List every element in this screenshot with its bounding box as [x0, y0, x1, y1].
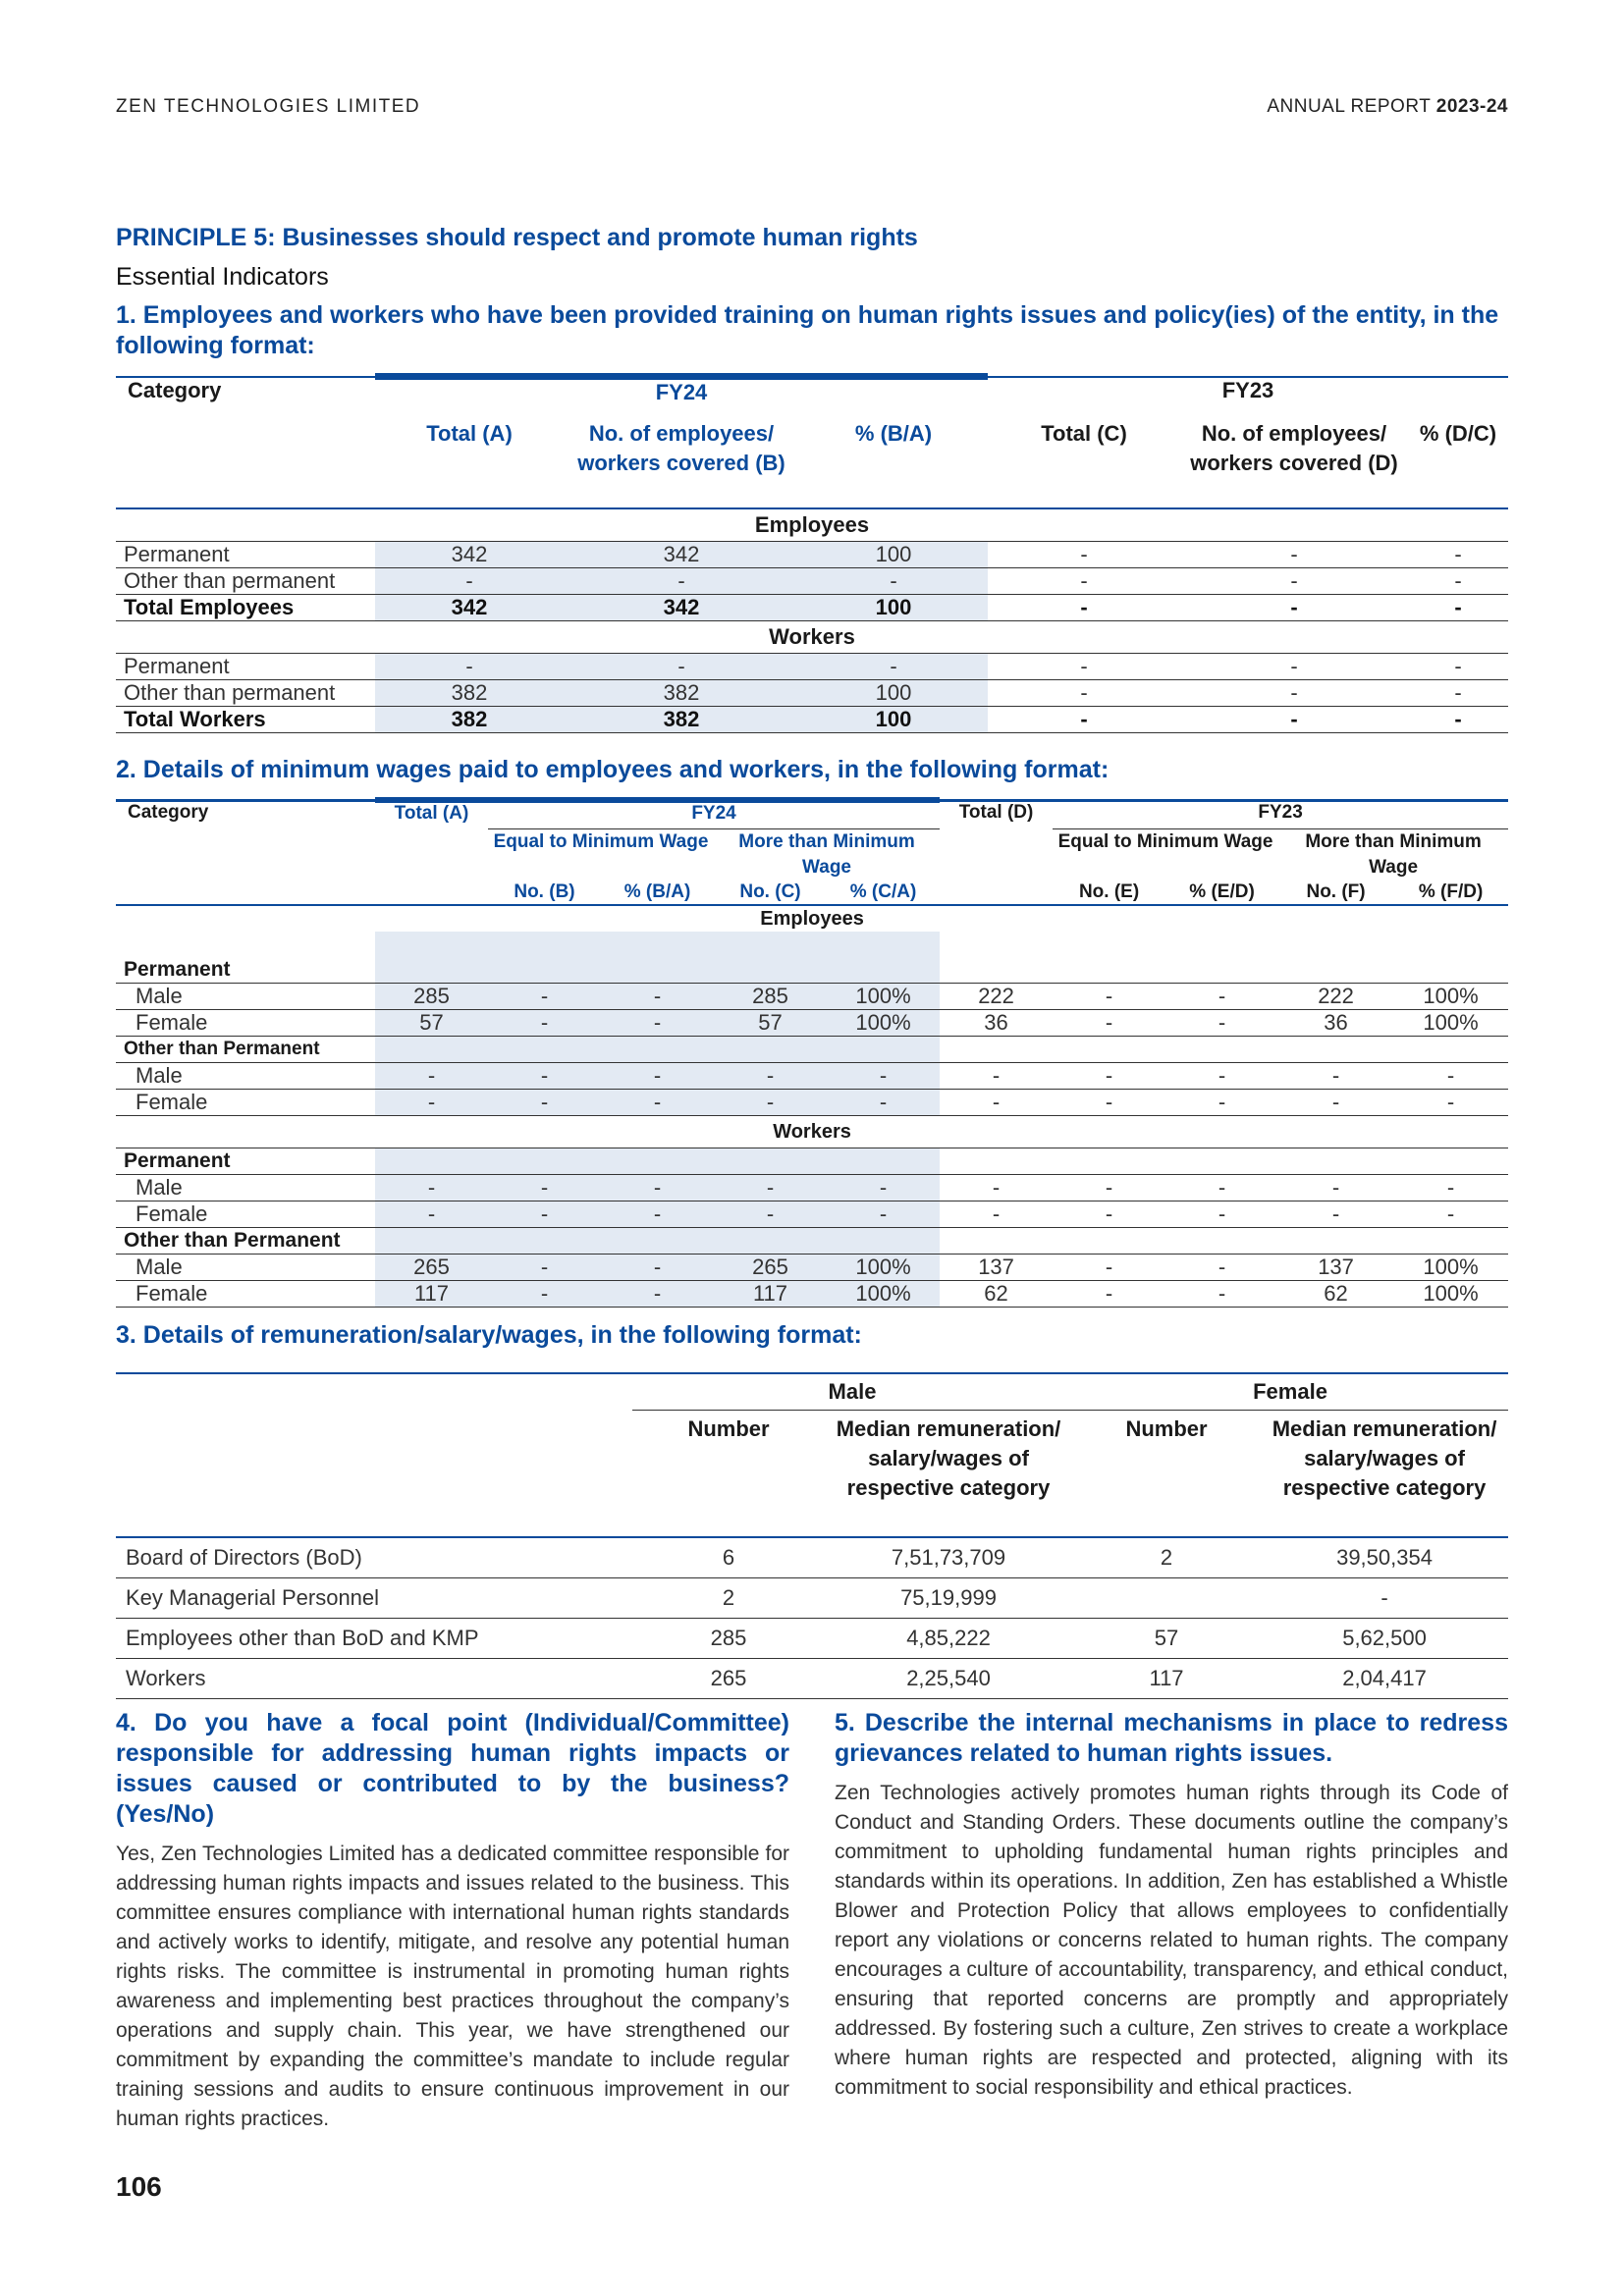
- no-c-header: No. (C): [714, 881, 827, 905]
- table-cell: -: [1278, 1063, 1393, 1090]
- table-cell: 36: [940, 1010, 1053, 1037]
- table-cell: -: [1053, 1063, 1165, 1090]
- table-row: Employees other than BoD and KMP 285 4,85,222 57 5,62,500: [116, 1619, 1508, 1659]
- more-than-header: More than Minimum Wage: [1278, 829, 1508, 881]
- table-cell: -: [1165, 1175, 1278, 1201]
- table-cell: -: [1165, 1201, 1278, 1228]
- company-name: ZEN TECHNOLOGIES LIMITED: [116, 96, 421, 117]
- no-f-header: No. (F): [1278, 881, 1393, 905]
- table-cell: -: [488, 984, 601, 1010]
- remuneration-table: [116, 1372, 1508, 1699]
- table-cell: -: [1278, 1090, 1393, 1116]
- col-d-header: No. of employees/ workers covered (D): [1180, 415, 1408, 508]
- table-cell: -: [827, 1090, 940, 1116]
- category-header: Category: [116, 377, 375, 416]
- table-cell: -: [940, 1175, 1053, 1201]
- category-header: Category: [116, 800, 375, 829]
- q4-section: [116, 1708, 789, 2134]
- table-cell: -: [601, 1063, 714, 1090]
- pct-ed-header: % (E/D): [1165, 881, 1278, 905]
- table-cell: 285: [714, 984, 827, 1010]
- total-a-header: Total (A): [375, 800, 488, 881]
- median-header: Median remuneration/ salary/wages of respective category: [1261, 1411, 1508, 1538]
- q2-title: 2. Details of minimum wages paid to employees and workers, in the following format:: [116, 756, 1110, 783]
- table-cell: -: [1053, 1010, 1165, 1037]
- table-cell: -: [940, 1063, 1053, 1090]
- number-header: Number: [1072, 1411, 1261, 1538]
- table-cell: -: [601, 984, 714, 1010]
- group-label: Permanent: [116, 1148, 375, 1175]
- table-row: Female - - - - - - - - - -: [116, 1090, 1508, 1116]
- more-than-header: More than Minimum Wage: [714, 829, 940, 881]
- col-dc-header: % (D/C): [1408, 415, 1508, 508]
- table-cell: 100%: [827, 1010, 940, 1037]
- table-cell: -: [714, 1175, 827, 1201]
- table-cell: -: [1053, 1175, 1165, 1201]
- table-cell: 137: [1278, 1255, 1393, 1281]
- minimum-wage-table: [116, 797, 1508, 1308]
- table-row: Total Workers 382 382 100 - - -: [116, 707, 1508, 733]
- table-cell: -: [488, 1090, 601, 1116]
- table-cell: 222: [1278, 984, 1393, 1010]
- pct-fd-header: % (F/D): [1393, 881, 1508, 905]
- table-row: Board of Directors (BoD) 6 7,51,73,709 2 39,50,354: [116, 1537, 1508, 1578]
- table-cell: -: [375, 1201, 488, 1228]
- table-cell: -: [1165, 1063, 1278, 1090]
- table-cell: -: [1393, 1090, 1508, 1116]
- table-row: Permanent 342 342 100 - - -: [116, 542, 1508, 568]
- table-cell: -: [714, 1201, 827, 1228]
- q5-body: Zen Technologies actively promotes human rights through its Code of Conduct and Standing Orders. These documents outline the company’s commitment to upholding fundamental human rights principles and standards within its operations. In addition, Zen has established a Whistle Blower and Protection Policy that allows employees to confidentially report any violations or concerns related to human rights. The company encourages a culture of accountability, transparency, and ethical conduct, ensuring that reported concerns are promptly and appropriately addressed. By fostering such a culture, Zen strives to create a workplace where human rights are respected and protected, aligning with its commitment to social responsibility and ethical practices.: [835, 1782, 1508, 2099]
- table-cell: -: [601, 1010, 714, 1037]
- table-cell: -: [940, 1090, 1053, 1116]
- table-cell: 62: [940, 1281, 1053, 1308]
- table-cell: 100%: [1393, 1255, 1508, 1281]
- table-cell: -: [940, 1201, 1053, 1228]
- table-cell: 265: [714, 1255, 827, 1281]
- table-cell: 100%: [1393, 1010, 1508, 1037]
- col-a-header: Total (A): [375, 415, 564, 508]
- table-cell: -: [1165, 1255, 1278, 1281]
- training-table: [116, 373, 1508, 733]
- table-row: Workers 265 2,25,540 117 2,04,417: [116, 1659, 1508, 1699]
- table-row: Male 285 - - 285 100% 222 - - 222 100%: [116, 984, 1508, 1010]
- table-cell: -: [1053, 984, 1165, 1010]
- table-cell: 100%: [1393, 1281, 1508, 1308]
- table-cell: -: [488, 1201, 601, 1228]
- table-cell: -: [488, 1281, 601, 1308]
- equal-to-header: Equal to Minimum Wage: [488, 829, 714, 881]
- table-row: Other than permanent 382 382 100 - - -: [116, 680, 1508, 707]
- employees-section: Employees: [760, 907, 864, 930]
- table-cell: -: [488, 1255, 601, 1281]
- report-year: 2023-24: [1435, 96, 1508, 117]
- workers-section: Workers: [116, 1116, 1508, 1148]
- table-cell: 100%: [827, 984, 940, 1010]
- table-row: Male - - - - - - - - - -: [116, 1175, 1508, 1201]
- table-cell: -: [1165, 1010, 1278, 1037]
- table-row: Permanent - - - - - -: [116, 654, 1508, 680]
- table-cell: -: [1053, 1255, 1165, 1281]
- table-cell: -: [1278, 1175, 1393, 1201]
- table-cell: -: [1278, 1201, 1393, 1228]
- table-cell: -: [1165, 1090, 1278, 1116]
- group-label: Permanent: [116, 957, 375, 984]
- table-cell: 36: [1278, 1010, 1393, 1037]
- table-cell: -: [1053, 1090, 1165, 1116]
- table-row: Key Managerial Personnel 2 75,19,999 -: [116, 1578, 1508, 1619]
- table-row: Total Employees 342 342 100 - - -: [116, 595, 1508, 621]
- no-e-header: No. (E): [1053, 881, 1165, 905]
- table-cell: -: [488, 1010, 601, 1037]
- q5-section: [835, 1708, 1508, 2103]
- page-number: 106: [116, 2171, 162, 2202]
- table-cell: -: [1393, 1063, 1508, 1090]
- report-label: ANNUAL REPORT: [1267, 96, 1431, 117]
- table-row: Male 265 - - 265 100% 137 - - 137 100%: [116, 1255, 1508, 1281]
- table-cell: 222: [940, 984, 1053, 1010]
- q1-title: 1. Employees and workers who have been provided training on human rights issues and policy(ies) of the entity, in the following format:: [116, 301, 1499, 359]
- table-cell: -: [827, 1201, 940, 1228]
- table-cell: -: [601, 1175, 714, 1201]
- q4-title: 4. Do you have a focal point (Individual/Committee) responsible for addressing human rights impacts or issues caused or contributed to by the business? (Yes/No): [116, 1709, 789, 1828]
- table-cell: -: [1165, 984, 1278, 1010]
- table-cell: -: [714, 1063, 827, 1090]
- table-cell: 265: [375, 1255, 488, 1281]
- col-ba-header: % (B/A): [799, 415, 988, 508]
- table-cell: 100%: [827, 1255, 940, 1281]
- table-cell: -: [1053, 1201, 1165, 1228]
- workers-section: Workers: [116, 621, 1508, 654]
- col-b-header: No. of employees/ workers covered (B): [564, 415, 799, 508]
- q3-title: 3. Details of remuneration/salary/wages, in the following format:: [116, 1321, 862, 1349]
- fy24-header: FY24: [375, 377, 988, 416]
- table-cell: -: [601, 1090, 714, 1116]
- q4-body: Yes, Zen Technologies Limited has a dedicated committee responsible for addressing human rights impacts and issues related to the business. This committee ensures compliance with international human rights standards and actively works to identify, mitigate, and resolve any potential human rights risks. The committee is instrumental in promoting human rights awareness and implementing best practices throughout the company’s operations and supply chain. This year, we have strengthened our commitment by expanding the committee’s mandate to include regular training sessions and audits to ensure continuous improvement in our human rights practices.: [116, 1842, 789, 2130]
- table-cell: 100%: [1393, 984, 1508, 1010]
- table-cell: -: [375, 1090, 488, 1116]
- table-cell: -: [488, 1063, 601, 1090]
- table-cell: -: [375, 1063, 488, 1090]
- principle-title: PRINCIPLE 5: Businesses should respect and promote human rights: [116, 224, 918, 251]
- table-cell: -: [827, 1063, 940, 1090]
- fy24-header: FY24: [488, 800, 940, 829]
- table-cell: 100%: [827, 1281, 940, 1308]
- table-cell: 57: [714, 1010, 827, 1037]
- table-cell: 62: [1278, 1281, 1393, 1308]
- essential-indicators: Essential Indicators: [116, 263, 329, 291]
- report-title: [1267, 96, 1508, 118]
- no-b-header: No. (B): [488, 881, 601, 905]
- total-d-header: Total (D): [940, 800, 1053, 881]
- table-cell: -: [714, 1090, 827, 1116]
- table-cell: 57: [375, 1010, 488, 1037]
- table-cell: 117: [714, 1281, 827, 1308]
- group-label: Other than Permanent: [116, 1037, 375, 1063]
- table-row: Other than permanent - - - - - -: [116, 568, 1508, 595]
- q5-title: 5. Describe the internal mechanisms in place to redress grievances related to human rights issues.: [835, 1709, 1508, 1767]
- table-cell: 117: [375, 1281, 488, 1308]
- table-cell: 137: [940, 1255, 1053, 1281]
- table-cell: -: [1393, 1175, 1508, 1201]
- table-row: Male - - - - - - - - - -: [116, 1063, 1508, 1090]
- table-cell: -: [827, 1175, 940, 1201]
- table-cell: -: [601, 1255, 714, 1281]
- table-cell: -: [375, 1175, 488, 1201]
- median-header: Median remuneration/ salary/wages of respective category: [825, 1411, 1072, 1538]
- col-c-header: Total (C): [988, 415, 1180, 508]
- fy23-header: FY23: [1053, 800, 1508, 829]
- table-cell: 285: [375, 984, 488, 1010]
- group-label: Other than Permanent: [116, 1228, 375, 1255]
- male-header: Male: [632, 1373, 1072, 1411]
- table-cell: -: [1393, 1201, 1508, 1228]
- female-header: Female: [1072, 1373, 1508, 1411]
- fy23-header: FY23: [988, 377, 1508, 416]
- employees-section: Employees: [116, 508, 1508, 542]
- table-row: Female 117 - - 117 100% 62 - - 62 100%: [116, 1281, 1508, 1308]
- number-header: Number: [632, 1411, 825, 1538]
- table-cell: -: [488, 1175, 601, 1201]
- table-cell: -: [601, 1281, 714, 1308]
- pct-ca-header: % (C/A): [827, 881, 940, 905]
- table-row: Female 57 - - 57 100% 36 - - 36 100%: [116, 1010, 1508, 1037]
- table-cell: -: [601, 1201, 714, 1228]
- table-row: Female - - - - - - - - - -: [116, 1201, 1508, 1228]
- table-cell: -: [1165, 1281, 1278, 1308]
- equal-to-header: Equal to Minimum Wage: [1053, 829, 1278, 881]
- table-cell: -: [1053, 1281, 1165, 1308]
- pct-ba-header: % (B/A): [601, 881, 714, 905]
